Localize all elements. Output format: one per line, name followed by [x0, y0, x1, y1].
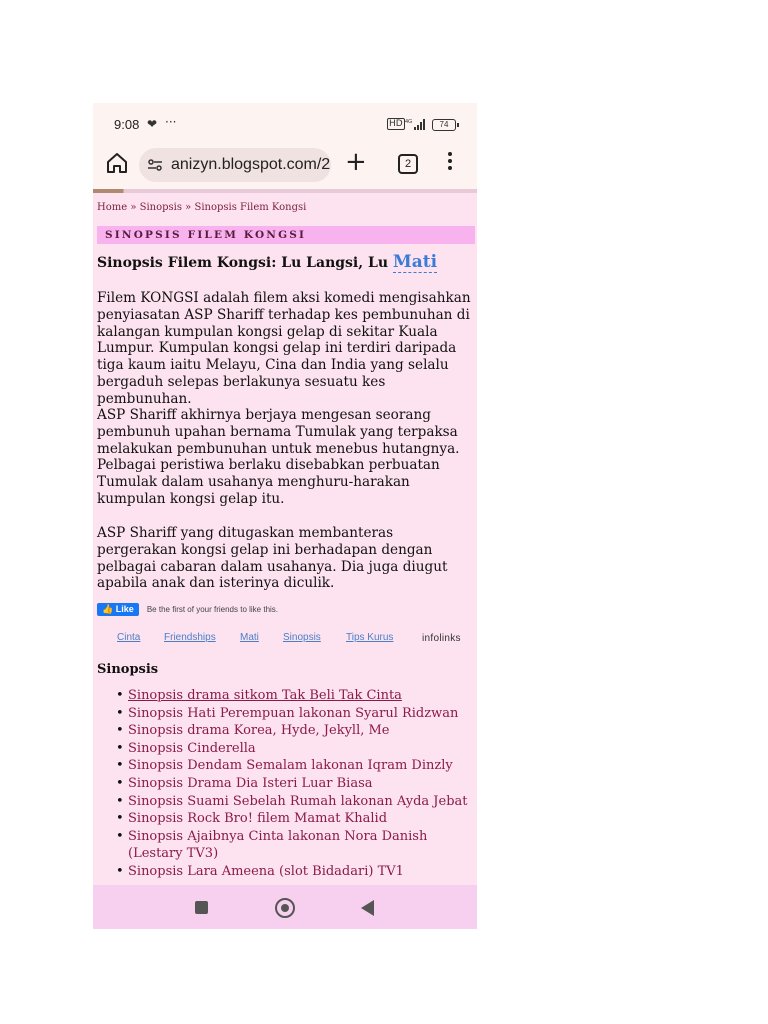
infolinks-logo[interactable]: infolinks	[422, 633, 461, 644]
list-item[interactable]: • Sinopsis Dendam Semalam lakonan Iqram Dinzly	[97, 757, 473, 775]
recents-icon[interactable]	[195, 901, 208, 914]
phone-screen	[93, 103, 477, 929]
tag-cinta[interactable]: Cinta	[117, 632, 141, 643]
list-item[interactable]: • Sinopsis drama Korea, Hyde, Jekyll, Me	[97, 722, 473, 740]
post-paragraph-2: ASP Shariff akhirnya berjaya mengesan seorang pembunuh upahan bernama Tumulak yang terpaksa melakukan pembunuhan untuk menebus hutangnya. Pelbagai peristiwa berlaku disebabkan perbuatan Tumulak dalam usahanya menghuru-harakan kumpulan kongsi gelap itu.	[97, 407, 460, 507]
facebook-like-widget	[97, 599, 278, 618]
facebook-like-text: Be the first of your friends to like this.	[146, 605, 279, 614]
site-settings-icon[interactable]	[147, 157, 163, 173]
tag-tips-kurus[interactable]: Tips Kurus	[346, 632, 394, 643]
list-item[interactable]: • Sinopsis Lara Ameena (slot Bidadari) TV1	[97, 863, 473, 881]
post-title	[97, 252, 437, 272]
system-nav-bar	[93, 885, 477, 929]
status-bar	[93, 103, 477, 143]
list-item[interactable]: • Sinopsis drama sitkom Tak Beli Tak Cinta	[97, 687, 473, 705]
battery-icon: 74	[432, 119, 456, 131]
home-nav-icon[interactable]	[275, 898, 295, 918]
list-item[interactable]: • Sinopsis Rock Bro! filem Mamat Khalid	[97, 810, 473, 828]
post-paragraph-1: Filem KONGSI adalah filem aksi komedi mengisahkan penyiasatan ASP Shariff terhadap kes pembunuhan di kalangan kumpulan kongsi gelap di sekitar Kuala Lumpur. Kumpulan kongsi gelap ini terdiri daripada tiga kaum iaitu Melayu, Cina dan India yang selalu bergaduh selepas berlakunya sesuatu kes pembunuhan.	[97, 290, 471, 407]
list-item[interactable]: • Sinopsis Drama Dia Isteri Luar Biasa	[97, 775, 473, 793]
section-title: SINOPSIS FILEM KONGSI	[105, 229, 307, 241]
widget-title: Sinopsis	[97, 662, 159, 677]
url-text: anizyn.blogspot.com/2	[171, 156, 331, 173]
synopsis-list	[97, 687, 473, 881]
network-type: 4G	[405, 119, 413, 125]
tabs-button[interactable]: 2	[398, 154, 418, 174]
list-item[interactable]: • Sinopsis Suami Sebelah Rumah lakonan Ayda Jebat	[97, 793, 473, 811]
list-item[interactable]: • Sinopsis Ajaibnya Cinta lakonan Nora Danish (Lestary TV3)	[97, 828, 473, 863]
home-icon[interactable]	[105, 151, 129, 175]
breadcrumb[interactable]: Home » Sinopsis » Sinopsis Filem Kongsi	[97, 202, 307, 213]
tag-sinopsis[interactable]: Sinopsis	[283, 632, 321, 643]
tag-links	[117, 632, 477, 646]
back-icon[interactable]	[361, 900, 374, 916]
hd-icon: HD	[389, 119, 403, 129]
tag-mati[interactable]: Mati	[240, 632, 259, 643]
post-title-text: Sinopsis Filem Kongsi: Lu Langsi, Lu	[97, 255, 389, 271]
status-time: 9:08	[114, 117, 140, 132]
new-tab-button[interactable]: +	[345, 147, 367, 177]
section-bar	[97, 226, 475, 244]
blog-header-strip	[93, 189, 477, 193]
tag-friendships[interactable]: Friendships	[164, 632, 216, 643]
heart-notification-icon: ❤	[147, 117, 158, 131]
address-bar[interactable]	[139, 148, 331, 182]
facebook-like-button[interactable]: 👍 Like	[97, 603, 139, 616]
post-paragraph-3: ASP Shariff yang ditugaskan membanteras pergerakan kongsi gelap ini berhadapan dengan pelbagai cabaran dalam usahanya. Dia juga diugut apabila anak dan isterinya diculik.	[97, 525, 448, 592]
list-item[interactable]: • Sinopsis Cinderella	[97, 740, 473, 758]
list-item[interactable]: • Sinopsis Hati Perempuan lakonan Syarul Ridzwan	[97, 705, 473, 723]
thumbs-up-icon: 👍	[102, 604, 114, 614]
more-notifications-icon: ···	[165, 115, 177, 129]
browser-toolbar	[93, 143, 477, 189]
menu-icon[interactable]	[447, 152, 453, 172]
post-title-link[interactable]: Mati	[392, 252, 438, 272]
signal-icon	[405, 118, 427, 130]
